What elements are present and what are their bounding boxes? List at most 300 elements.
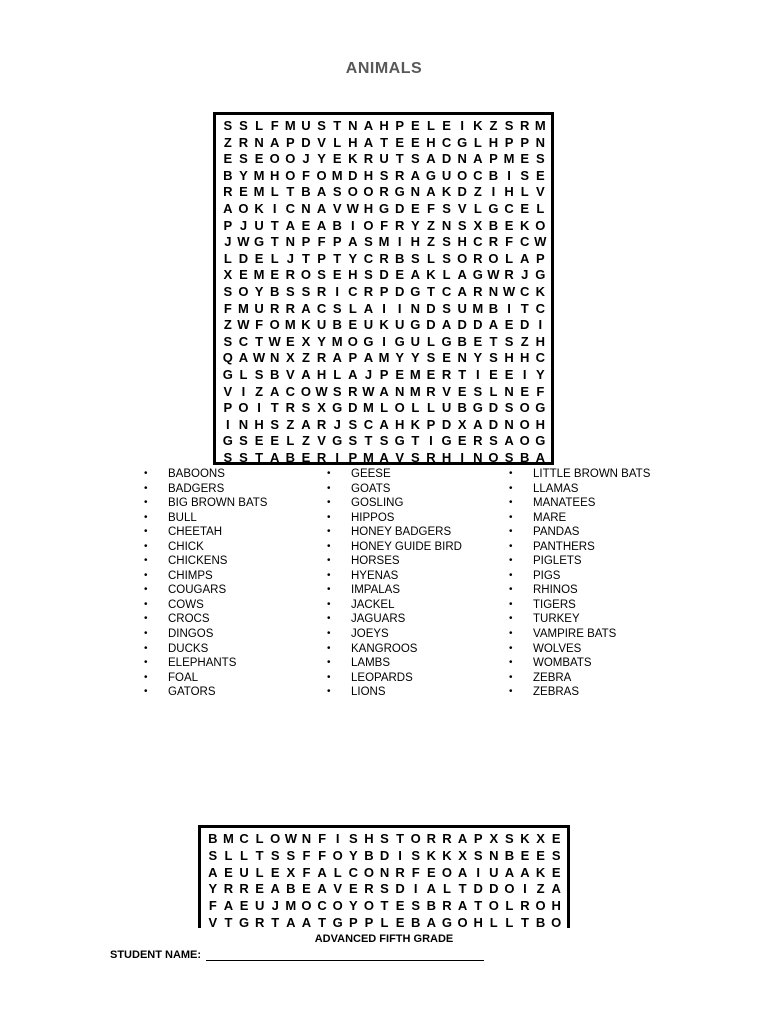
grid-letter: M [472,300,484,316]
grid-letter: I [460,449,464,465]
grid-letter: B [488,167,499,183]
word-list-item [327,656,462,671]
grid-letter: A [316,184,327,200]
grid-letter: O [332,898,343,914]
grid-letter: R [254,914,265,928]
grid-letter: S [380,831,389,846]
grid-letter: Y [473,350,483,366]
grid-letter: A [519,250,530,266]
grid-letter: O [519,400,530,416]
grid-letter: S [223,118,233,133]
grid-letter: E [395,267,405,283]
grid-letter: P [535,250,545,266]
grid-letter: Q [222,350,233,366]
grid-letter: E [410,134,420,150]
bullet-icon: • [509,642,513,654]
word-list-item [327,540,462,555]
grid-letter: E [270,864,280,880]
grid-letter: E [520,383,530,399]
grid-letter: O [488,898,499,914]
grid-letter: X [223,267,233,283]
word-text: DUCKS [168,642,209,655]
grid-letter: S [473,847,483,863]
grid-letter: L [270,250,279,266]
grid-letter: I [335,831,340,846]
grid-letter: S [348,416,358,432]
word-list-item [144,598,267,613]
grid-letter: O [535,217,546,233]
bullet-icon: • [144,511,148,523]
grid-letter: X [489,831,499,846]
grid-letter: V [332,200,342,216]
grid-letter: E [348,317,358,333]
grid-letter: F [536,383,545,399]
grid-letter: F [301,167,310,183]
grid-letter: A [426,881,437,897]
grid-letter: S [442,300,451,316]
grid-letter: B [457,333,467,349]
grid-row [220,450,548,467]
grid-letter: L [255,118,264,133]
grid-letter: N [504,416,514,432]
grid-letter: M [222,831,234,846]
grid-letter: P [379,366,389,382]
grid-letter: D [457,184,467,200]
grid-letter: A [457,283,467,299]
grid-letter: L [489,383,498,399]
bullet-icon: • [144,628,148,640]
grid-letter: C [519,234,530,250]
grid-letter: N [269,350,280,366]
grid-row [220,417,548,434]
grid-row [205,915,564,928]
grid-letter: W [362,383,375,399]
bullet-icon: • [144,540,148,552]
grid-letter: A [504,433,514,449]
grid-letter: K [426,847,437,863]
grid-letter: M [363,449,374,465]
grid-letter: Z [223,317,232,333]
grid-letter: O [519,416,530,432]
grid-letter: K [426,267,436,283]
grid-letter: L [380,914,389,928]
grid-letter: U [394,317,405,333]
grid-letter: B [411,914,421,928]
grid-letter: L [348,300,357,316]
grid-letter: A [316,200,327,216]
word-text: BIG BROWN BATS [168,497,268,510]
grid-letter: I [382,333,386,349]
grid-letter: P [348,449,358,465]
word-list-item [509,540,650,555]
grid-letter: P [520,134,530,150]
grid-letter: A [348,366,358,382]
word-text: CHICK [168,540,204,553]
grid-letter: L [270,184,279,200]
grid-letter: O [347,333,358,349]
bullet-icon: • [327,686,331,698]
grid-letter: H [426,134,436,150]
grid-letter: R [441,366,452,382]
bullet-icon: • [327,526,331,538]
grid-letter: O [363,217,374,233]
grid-letter: R [364,881,374,897]
grid-letter: S [270,416,280,432]
grid-letter: G [457,134,468,150]
grid-letter: O [332,847,343,863]
bullet-icon: • [327,482,331,494]
word-search-grid [213,112,554,465]
grid-letter: W [346,200,359,216]
grid-letter: B [364,847,374,863]
word-list-item [509,598,650,613]
grid-letter: A [426,914,437,928]
grid-letter: C [519,283,530,299]
grid-letter: U [410,333,420,349]
grid-letter: T [395,151,404,167]
grid-letter: J [364,366,373,382]
bullet-icon: • [144,555,148,567]
grid-letter: I [523,881,527,897]
grid-letter: O [363,184,374,200]
grid-letter: X [473,217,483,233]
bullet-icon: • [144,482,148,494]
grid-letter: O [300,383,311,399]
grid-letter: T [380,134,389,150]
grid-letter: M [253,184,265,200]
word-list-item [144,540,267,555]
grid-letter: U [441,400,452,416]
grid-letter: E [489,366,498,382]
grid-letter: R [473,250,483,266]
grid-letter: K [348,151,358,167]
grid-letter: K [520,831,530,846]
grid-letter: K [379,317,389,333]
grid-letter: U [457,300,467,316]
word-search-grid-partial [198,825,570,928]
grid-letter: I [429,433,433,449]
grid-letter: A [301,300,311,316]
grid-letter: G [332,914,343,928]
grid-letter: S [520,167,530,183]
grid-letter: F [380,217,389,233]
grid-letter: H [441,449,452,465]
grid-row [220,201,548,218]
grid-letter: L [224,847,233,863]
grid-letter: Y [395,350,405,366]
word-list-item [509,496,650,511]
bullet-icon: • [144,598,148,610]
word-list-item [327,671,462,686]
grid-letter: A [473,416,483,432]
grid-letter: L [333,134,342,150]
grid-letter: L [426,400,435,416]
grid-letter: M [284,118,296,133]
grid-letter: H [457,234,467,250]
grid-letter: O [457,914,468,928]
grid-row [205,881,564,898]
grid-letter: A [269,383,280,399]
student-name-line[interactable] [206,949,484,961]
grid-letter: B [488,217,499,233]
word-text: LLAMAS [533,482,579,495]
grid-letter: S [254,366,264,382]
grid-letter: P [332,234,342,250]
grid-letter: S [208,847,218,863]
grid-letter: S [551,847,561,863]
grid-letter: E [410,118,420,133]
grid-letter: A [332,350,342,366]
grid-letter: G [425,167,436,183]
grid-letter: F [302,864,311,880]
grid-letter: E [536,847,545,863]
grid-letter: R [316,416,327,432]
grid-letter: E [520,200,530,216]
grid-row [220,301,548,318]
word-list-item [327,642,462,657]
grid-letter: R [519,118,530,133]
grid-letter: O [238,400,249,416]
word-list-item [509,511,650,526]
grid-letter: O [316,167,327,183]
grid-letter: W [315,383,328,399]
grid-letter: A [504,864,515,880]
grid-letter: E [395,914,405,928]
grid-letter: A [301,416,311,432]
grid-letter: G [332,400,343,416]
grid-letter: R [239,881,249,897]
bullet-icon: • [144,613,148,625]
grid-letter: O [488,449,499,465]
grid-letter: G [394,433,405,449]
grid-letter: E [254,433,264,449]
word-list-item [509,642,650,657]
grid-letter: A [317,881,327,897]
grid-letter: U [239,864,249,880]
grid-letter: H [348,267,358,283]
bullet-icon: • [327,569,331,581]
grid-letter: R [395,864,405,880]
word-text: FOAL [168,671,199,684]
grid-letter: L [223,250,232,266]
grid-letter: V [317,134,326,150]
grid-letter: X [457,416,467,432]
grid-letter: E [301,217,311,233]
grid-letter: E [504,317,514,333]
grid-letter: R [363,283,374,299]
word-list-item [509,671,650,686]
grid-letter: D [301,134,311,150]
grid-row [220,267,548,284]
word-list-column-2 [327,467,462,700]
grid-letter: S [270,847,280,863]
grid-letter: T [520,300,529,316]
word-text: GEESE [351,468,391,480]
grid-letter: B [286,881,296,897]
grid-letter: E [520,847,530,863]
grid-letter: A [535,449,545,465]
grid-letter: D [395,881,405,897]
grid-letter: B [332,217,342,233]
grid-letter: R [504,267,514,283]
grid-letter: R [394,217,405,233]
word-list-column-3 [509,467,650,700]
grid-letter: X [285,350,295,366]
word-text: TURKEY [533,613,580,626]
grid-letter: X [301,333,311,349]
grid-letter: Y [348,898,358,914]
bullet-icon: • [509,482,513,494]
grid-letter: W [252,350,266,366]
grid-letter: N [254,134,264,150]
student-name-field[interactable] [110,949,484,961]
bullet-icon: • [509,540,513,552]
word-text: CHIMPS [168,569,213,582]
grid-letter: T [411,433,420,449]
grid-letter: A [379,383,389,399]
grid-letter: A [426,151,436,167]
grid-letter: V [223,383,233,399]
grid-letter: M [409,383,421,399]
grid-row [205,865,564,882]
grid-letter: Z [223,134,232,150]
grid-letter: T [255,449,264,465]
page-title: ANIMALS [345,60,423,77]
grid-letter: M [238,300,249,316]
word-list-item [144,642,267,657]
grid-letter: J [224,234,232,250]
grid-letter: H [316,366,327,382]
grid-letter: K [473,118,483,133]
grid-letter: S [505,831,514,846]
grid-letter: C [238,333,249,349]
grid-letter: U [254,217,264,233]
bullet-icon: • [509,628,513,640]
grid-letter: Z [286,416,295,432]
word-list-item [327,685,462,700]
grid-letter: B [269,366,280,382]
grid-letter: L [255,831,264,846]
grid-letter: S [239,433,248,449]
grid-letter: G [441,333,452,349]
grid-letter: K [254,200,264,216]
grid-letter: E [348,881,358,897]
word-list-item [509,627,650,642]
grid-letter: E [239,184,248,200]
grid-letter: H [473,914,483,928]
bullet-icon: • [509,671,513,683]
grid-letter: I [460,118,464,133]
grid-letter: U [379,151,389,167]
word-list-item [327,482,462,497]
bullet-icon: • [509,511,513,523]
grid-letter: V [457,200,467,216]
grid-letter: R [238,134,249,150]
grid-row [220,350,548,367]
grid-letter: A [426,184,436,200]
grid-letter: M [363,400,374,416]
grid-letter: L [505,250,514,266]
grid-letter: J [302,151,310,167]
grid-letter: F [255,317,264,333]
grid-letter: G [410,283,421,299]
grid-letter: P [364,914,374,928]
grid-letter: T [318,914,327,928]
grid-letter: F [411,864,420,880]
grid-letter: C [363,416,374,432]
grid-letter: S [504,400,514,416]
word-text: MANATEES [533,497,596,510]
word-list-item [327,583,462,598]
grid-letter: L [286,433,295,449]
grid-letter: W [534,234,547,250]
word-text: HONEY BADGERS [351,526,452,539]
grid-letter: D [238,250,249,266]
grid-letter: S [410,151,420,167]
grid-letter: X [317,400,326,416]
grid-letter: L [240,847,248,863]
grid-letter: E [285,333,295,349]
grid-letter: O [457,250,468,266]
grid-letter: L [239,366,248,382]
grid-letter: C [535,300,545,316]
word-text: HYENAS [351,569,399,582]
grid-letter: M [378,234,390,250]
grid-letter: U [441,167,452,183]
grid-letter: G [535,400,546,416]
grid-letter: S [348,831,358,846]
grid-letter: H [363,167,374,183]
grid-letter: N [457,151,467,167]
grid-letter: O [238,283,249,299]
grid-letter: G [441,914,452,928]
grid-letter: P [426,416,436,432]
grid-letter: A [286,914,296,928]
grid-letter: H [364,831,374,846]
grid-letter: X [286,864,296,880]
grid-letter: A [301,366,311,382]
grid-letter: F [208,898,217,914]
grid-letter: T [286,184,295,200]
grid-letter: A [208,864,218,880]
grid-letter: B [519,449,530,465]
grid-letter: A [301,914,312,928]
grid-letter: X [458,847,467,863]
word-text: HORSES [351,555,400,568]
grid-letter: L [489,914,498,928]
grid-letter: L [411,400,420,416]
grid-letter: S [380,881,389,897]
grid-letter: A [223,200,233,216]
grid-letter: B [285,449,295,465]
grid-letter: H [254,416,264,432]
grid-letter: I [397,300,402,316]
grid-letter: D [348,400,358,416]
word-text: IMPALAS [351,584,400,597]
grid-letter: P [348,914,358,928]
grid-letter: R [223,184,233,200]
grid-letter: I [335,283,339,299]
grid-letter: O [535,898,546,914]
grid-letter: B [535,914,546,928]
grid-letter: S [457,217,467,233]
grid-letter: P [301,234,311,250]
grid-letter: Z [426,234,435,250]
bullet-icon: • [144,526,148,538]
word-list-item [327,569,462,584]
grid-letter: R [348,383,358,399]
grid-letter: E [239,267,248,283]
